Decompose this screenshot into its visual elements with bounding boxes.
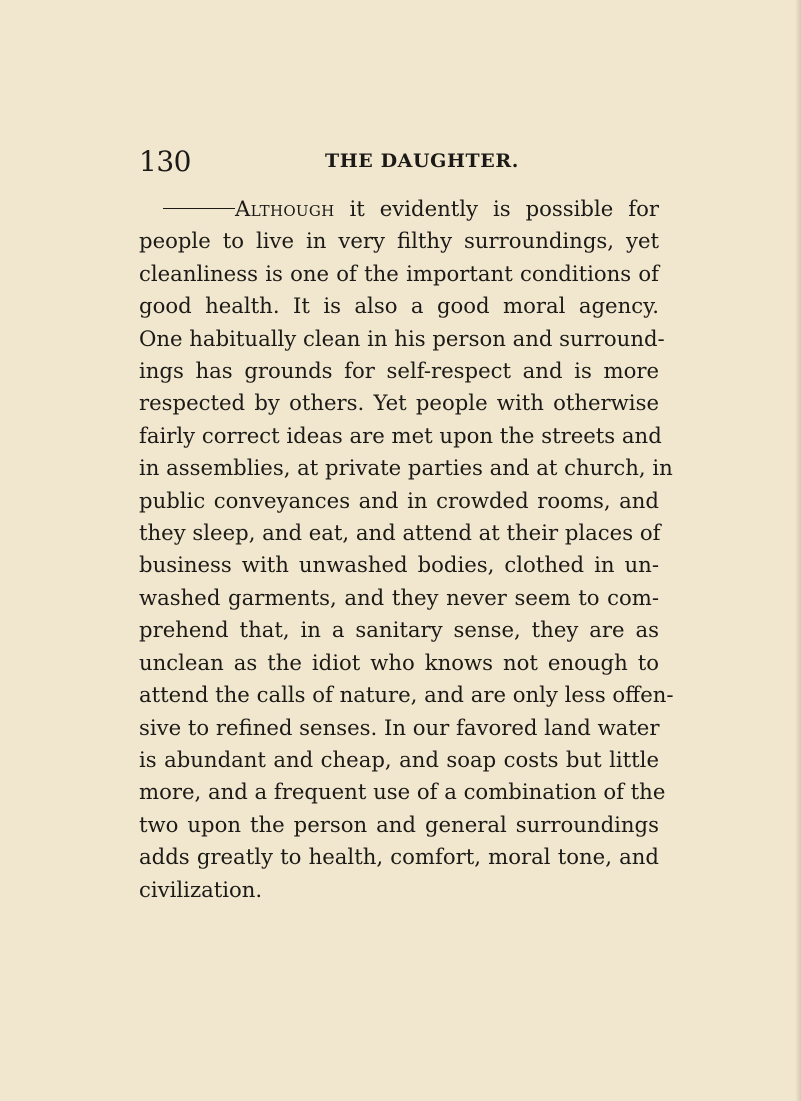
em-dash-rule: [163, 208, 235, 209]
text-line: good health. It is also a good moral agency.: [139, 293, 659, 319]
text-line: in assemblies, at private parties and at church, in: [139, 455, 673, 481]
text-line: cleanliness is one of the important conditions of: [139, 260, 659, 286]
text-line: civilization.: [139, 876, 263, 902]
text-line: prehend that, in a sanitary sense, they are as: [139, 617, 659, 643]
text-line: respected by others. Yet people with otherwise: [139, 390, 659, 416]
body-paragraph: [139, 193, 674, 906]
text-line: two upon the person and general surroundings: [139, 811, 659, 837]
page-header: [139, 145, 659, 179]
page-number: 130: [139, 145, 191, 178]
line-text: it evidently is possible for: [334, 196, 659, 221]
text-line: sive to refined senses. In our favored land water: [139, 714, 660, 740]
page-edge-shadow: [795, 0, 801, 1101]
text-line: attend the calls of nature, and are only less offen-: [139, 682, 674, 708]
text-line: public conveyances and in crowded rooms, and: [139, 487, 659, 513]
text-line: business with unwashed bodies, clothed in un-: [139, 552, 659, 578]
lead-word: Although: [235, 196, 335, 221]
text-line: fairly correct ideas are met upon the streets and: [139, 422, 662, 448]
text-line: washed garments, and they never seem to com-: [139, 584, 659, 610]
running-head: THE DAUGHTER.: [325, 150, 519, 172]
text-line: more, and a frequent use of a combination of the: [139, 779, 666, 805]
text-line: One habitually clean in his person and surround-: [139, 325, 665, 351]
text-line: ings has grounds for self-respect and is more: [139, 358, 659, 384]
text-line: they sleep, and eat, and attend at their places of: [139, 520, 661, 546]
text-line: people to live in very filthy surroundings, yet: [139, 228, 659, 254]
text-line: [139, 193, 659, 225]
text-line: unclean as the idiot who knows not enough to: [139, 649, 659, 675]
text-line: is abundant and cheap, and soap costs but little: [139, 746, 659, 772]
text-line: adds greatly to health, comfort, moral tone, and: [139, 844, 659, 870]
